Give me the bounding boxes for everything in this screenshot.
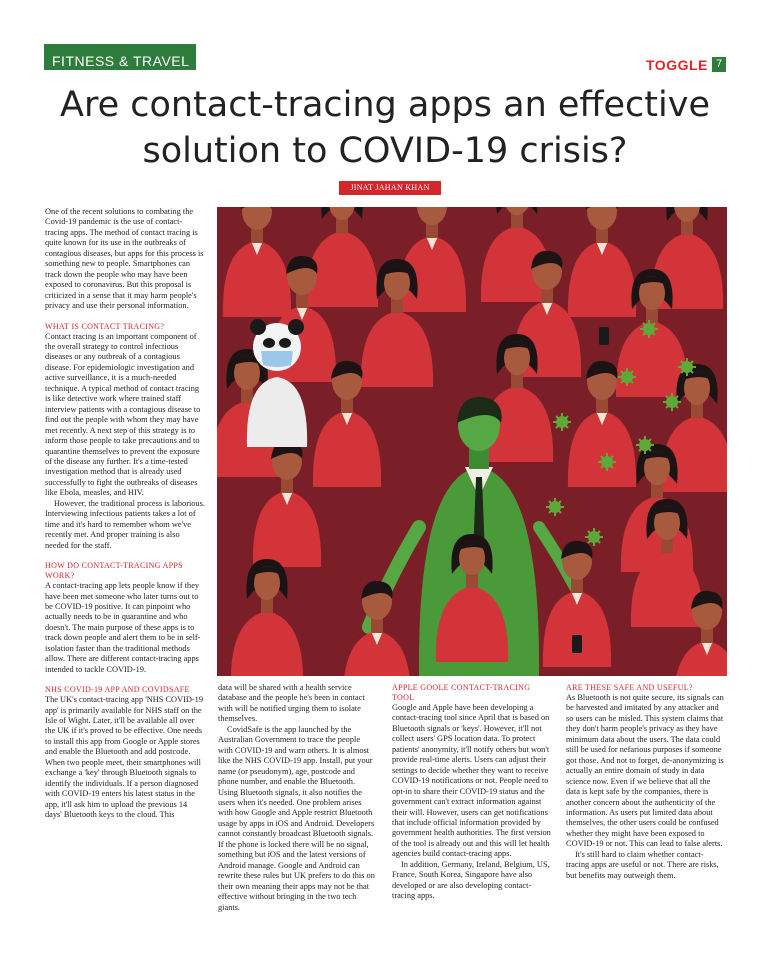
paragraph: data will be shared with a health service database and the people he's been in contact with will be notified urging them to isolate themselves. — [218, 683, 365, 724]
paragraph: However, the traditional process is laborious. Interviewing infectious patients takes a lot of time and it's hard to remember whom we've recently met. And proper training is also needed for the staff. — [45, 498, 205, 550]
paragraph: It's still hard to claim whether contact-tracing apps are useful or not. There are risks, but benefits may outweigh them. — [566, 849, 719, 880]
section-tag: FITNESS & TRAVEL — [44, 44, 196, 70]
paragraph: As Bluetooth is not quite secure, its signals can be harvested and imitated by any attacker and so users can be misled. This system claims that they don't harm people's privacy as they have minimum data about the users. The data could still be used for nefarious purposes if someone got those. And not to forget, de-anonymizing is actually an entire domain of study in data science now. Even if we believe that all the data is kept safe by the companies, there is another concern about the authenticity of the information. As users put limited data about themselves, the other users could be confused whether they might have been exposed to COVID-19 or not. This can lead to false alerts. — [566, 693, 724, 849]
column-4 — [566, 683, 726, 881]
section-heading: NHS COVID-19 APP AND COVIDSAFE — [45, 685, 190, 695]
column-3 — [392, 683, 552, 902]
paragraph: CovidSafe is the app launched by the Australian Government to trace the people with COVID-19 and warn others. It is almost like the NHS COVID-19 app. Install, put your name (or pseudonym), age, postcode and phone number, and enable the Bluetooth. Using Bluetooth signals, it also notifies the users when it's needed. One problem arises with how Google and Apple restrict Bluetooth usage by apps in iOS and Android. Developers cannot constantly broadcast Bluetooth signals. If the phone is locked there will be no signal, something but iOS and the latest versions of Android manage. Google and Android can rewrite these rules but UK prefers to do this on their own meaning their apps may not be that effective without bringing in the two tech giants. — [218, 724, 375, 912]
paragraph: In addition, Germany, Ireland, Belgium, US, France, South Korea, Singapore have also developed or are also developing contact-tracing apps. — [392, 859, 550, 901]
paragraph: Google and Apple have been developing a contact-tracing tool since April that is based on Bluetooth signals or 'keys'. However, it'll not collect users' GPS location data. To protect patients' anonymity, it'll notify others but won't provide real-time alerts. Users can adjust their settings to decide whether they want to receive COVID-19 notifications or not. People need to opt-in to share their COVID-19 status and the government can't extract information against their will. However, users can get notifications that include official information provided by government health authorities. The first version of the tool is already out and this will let health agencies build contact-tracing apps. — [392, 703, 551, 859]
headline-line-2: solution to COVID-19 crisis? — [142, 131, 628, 171]
intro-paragraph: One of the recent solutions to combating the Covid-19 pandemic is the use of contact-tracing apps. The method of contact tracing is quite known for its use in the outbreaks of contagious diseases, but apps for this process is something new to people. Smartphones can track down the people who may have been exposed to coronavirus. But this proposal is criticized in a sense that it may harm people's privacy and use their personal information. — [45, 207, 204, 311]
author-byline: JINAT JAHAN KHAN — [339, 181, 441, 195]
column-2 — [218, 683, 375, 913]
paragraph: A contact-tracing app lets people know if they have been met someone who later turns out to be COVID-19 positive. It can pinpoint who actually needs to be in quarantine and who doesn't. The main purpose of these apps is to track down people and alert them to be in self-isolation faster than the traditional methods allow. There are different contact-tracing apps intended to tackle COVID-19. — [45, 581, 201, 674]
page-number: 7 — [712, 57, 726, 72]
column-1 — [45, 207, 205, 821]
brand-logo: TOGGLE — [646, 57, 708, 73]
section-heading: APPLE GOOLE CONTACT-TRACING TOOL — [392, 683, 531, 702]
section-heading: WHAT IS CONTACT TRACING? — [45, 321, 165, 331]
crowd-illustration — [217, 207, 727, 676]
headline-line-1: Are contact-tracing apps an effective — [60, 85, 710, 125]
paragraph: Contact tracing is an important component of the overall strategy to control infectious diseases or any outbreak of a contagious disease. For epidemiologic investigation and active surveillance, it is a much-needed technique. A typical method of contact tracing is like detective work where trained staff interview patients with a contagious disease to find out the people with whom they may have met recently. A next step of this strategy is to inform those people to take precautions and to quarantine themselves to prevent the exposure of the disease any further. It's a time-tested investigation method that is already used successfully to fight the outbreaks of diseases like Ebola, measles, and HIV. — [45, 331, 201, 498]
section-heading: HOW DO CONTACT-TRACING APPS WORK? — [45, 561, 183, 581]
phone-icon — [599, 327, 609, 345]
paragraph: The UK's contact-tracing app 'NHS COVID-19 app' is primarily available for NHS staff on the Isle of Wight. Later, it'll be available all over the UK if it's proved to be effective. One needs to install this app from Google or Apple stores and enable the Bluetooth and add postcode. When two people meet, their smartphones will exchange a 'key' through Bluetooth signals to identify the individuals. If a person diagnosed with COVID-19 enters his latest status in the app, it'll ask him to upload the previous 14 days' Bluetooth keys to the cloud. This — [45, 695, 204, 820]
section-heading: ARE THESE SAFE AND USEFUL? — [566, 683, 693, 692]
phone-icon — [572, 635, 582, 653]
headline — [30, 82, 740, 174]
